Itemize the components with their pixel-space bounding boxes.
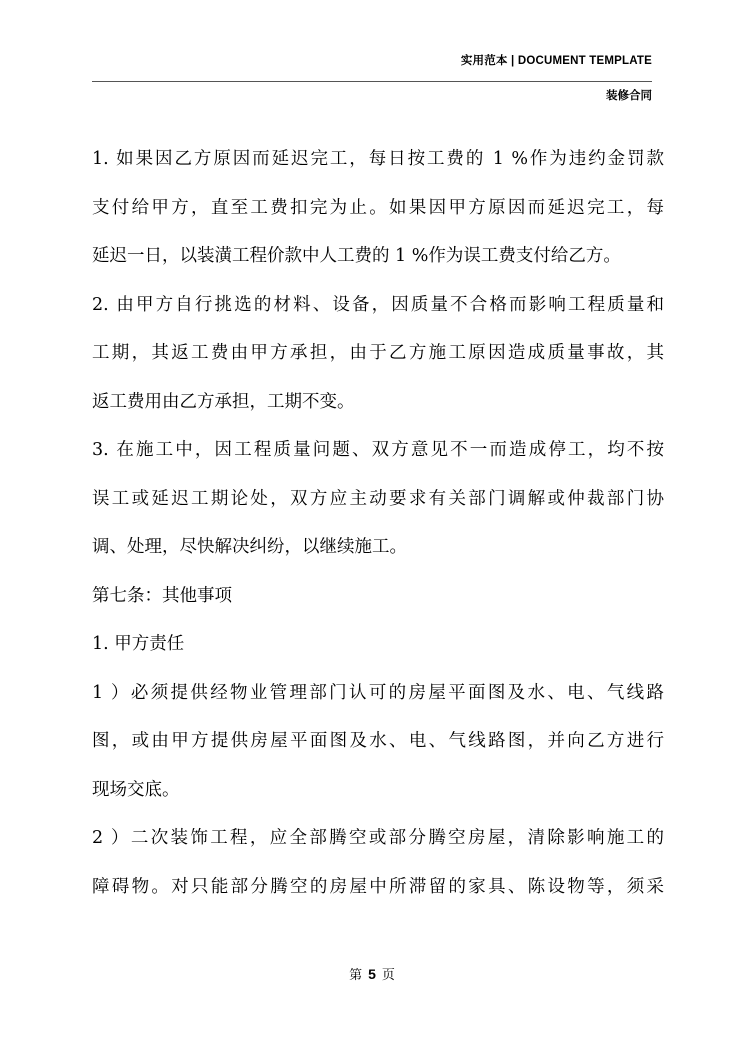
body-line: 3. 在施工中，因工程质量问题、双方意见不一而造成停工，均不按	[92, 440, 664, 460]
page-footer	[0, 964, 744, 983]
header-divider	[92, 81, 652, 82]
page-label-prefix: 第	[349, 968, 363, 983]
document-header-title: 实用范本 | DOCUMENT TEMPLATE	[460, 55, 652, 67]
body-line: 障碍物。对只能部分腾空的房屋中所滞留的家具、陈设物等，须采	[92, 876, 664, 897]
document-header-subtitle: 装修合同	[606, 90, 652, 102]
body-line: 1 ）必须提供经物业管理部门认可的房屋平面图及水、电、气线路	[92, 682, 664, 703]
body-line: 2. 由甲方自行挑选的材料、设备，因质量不合格而影响工程质量和	[92, 294, 664, 315]
body-line: 返工费用由乙方承担，工期不变。	[92, 391, 355, 412]
body-line: 2 ）二次装饰工程，应全部腾空或部分腾空房屋，清除影响施工的	[92, 828, 664, 848]
body-line: 调、处理，尽快解决纠纷，以继续施工。	[92, 537, 407, 557]
document-body	[92, 135, 664, 911]
section-heading: 第七条：其他事项	[92, 585, 232, 606]
body-line: 延迟一日，以装潢工程价款中人工费的 1 %作为误工费支付给乙方。	[92, 246, 621, 266]
body-line: 误工或延迟工期论处，双方应主动要求有关部门调解或仲裁部门协	[92, 488, 664, 509]
page-label-suffix: 页	[381, 968, 395, 983]
body-line: 1. 如果因乙方原因而延迟完工，每日按工费的 1 %作为违约金罚款	[92, 149, 664, 169]
body-line: 现场交底。	[92, 779, 180, 800]
page-number: 5	[368, 966, 376, 982]
subsection-heading: 1. 甲方责任	[92, 634, 185, 654]
body-line: 图，或由甲方提供房屋平面图及水、电、气线路图，并向乙方进行	[92, 731, 664, 751]
body-line: 工期，其返工费由甲方承担，由于乙方施工原因造成质量事故，其	[92, 343, 664, 363]
body-line: 支付给甲方，直至工费扣完为止。如果因甲方原因而延迟完工，每	[92, 197, 664, 218]
